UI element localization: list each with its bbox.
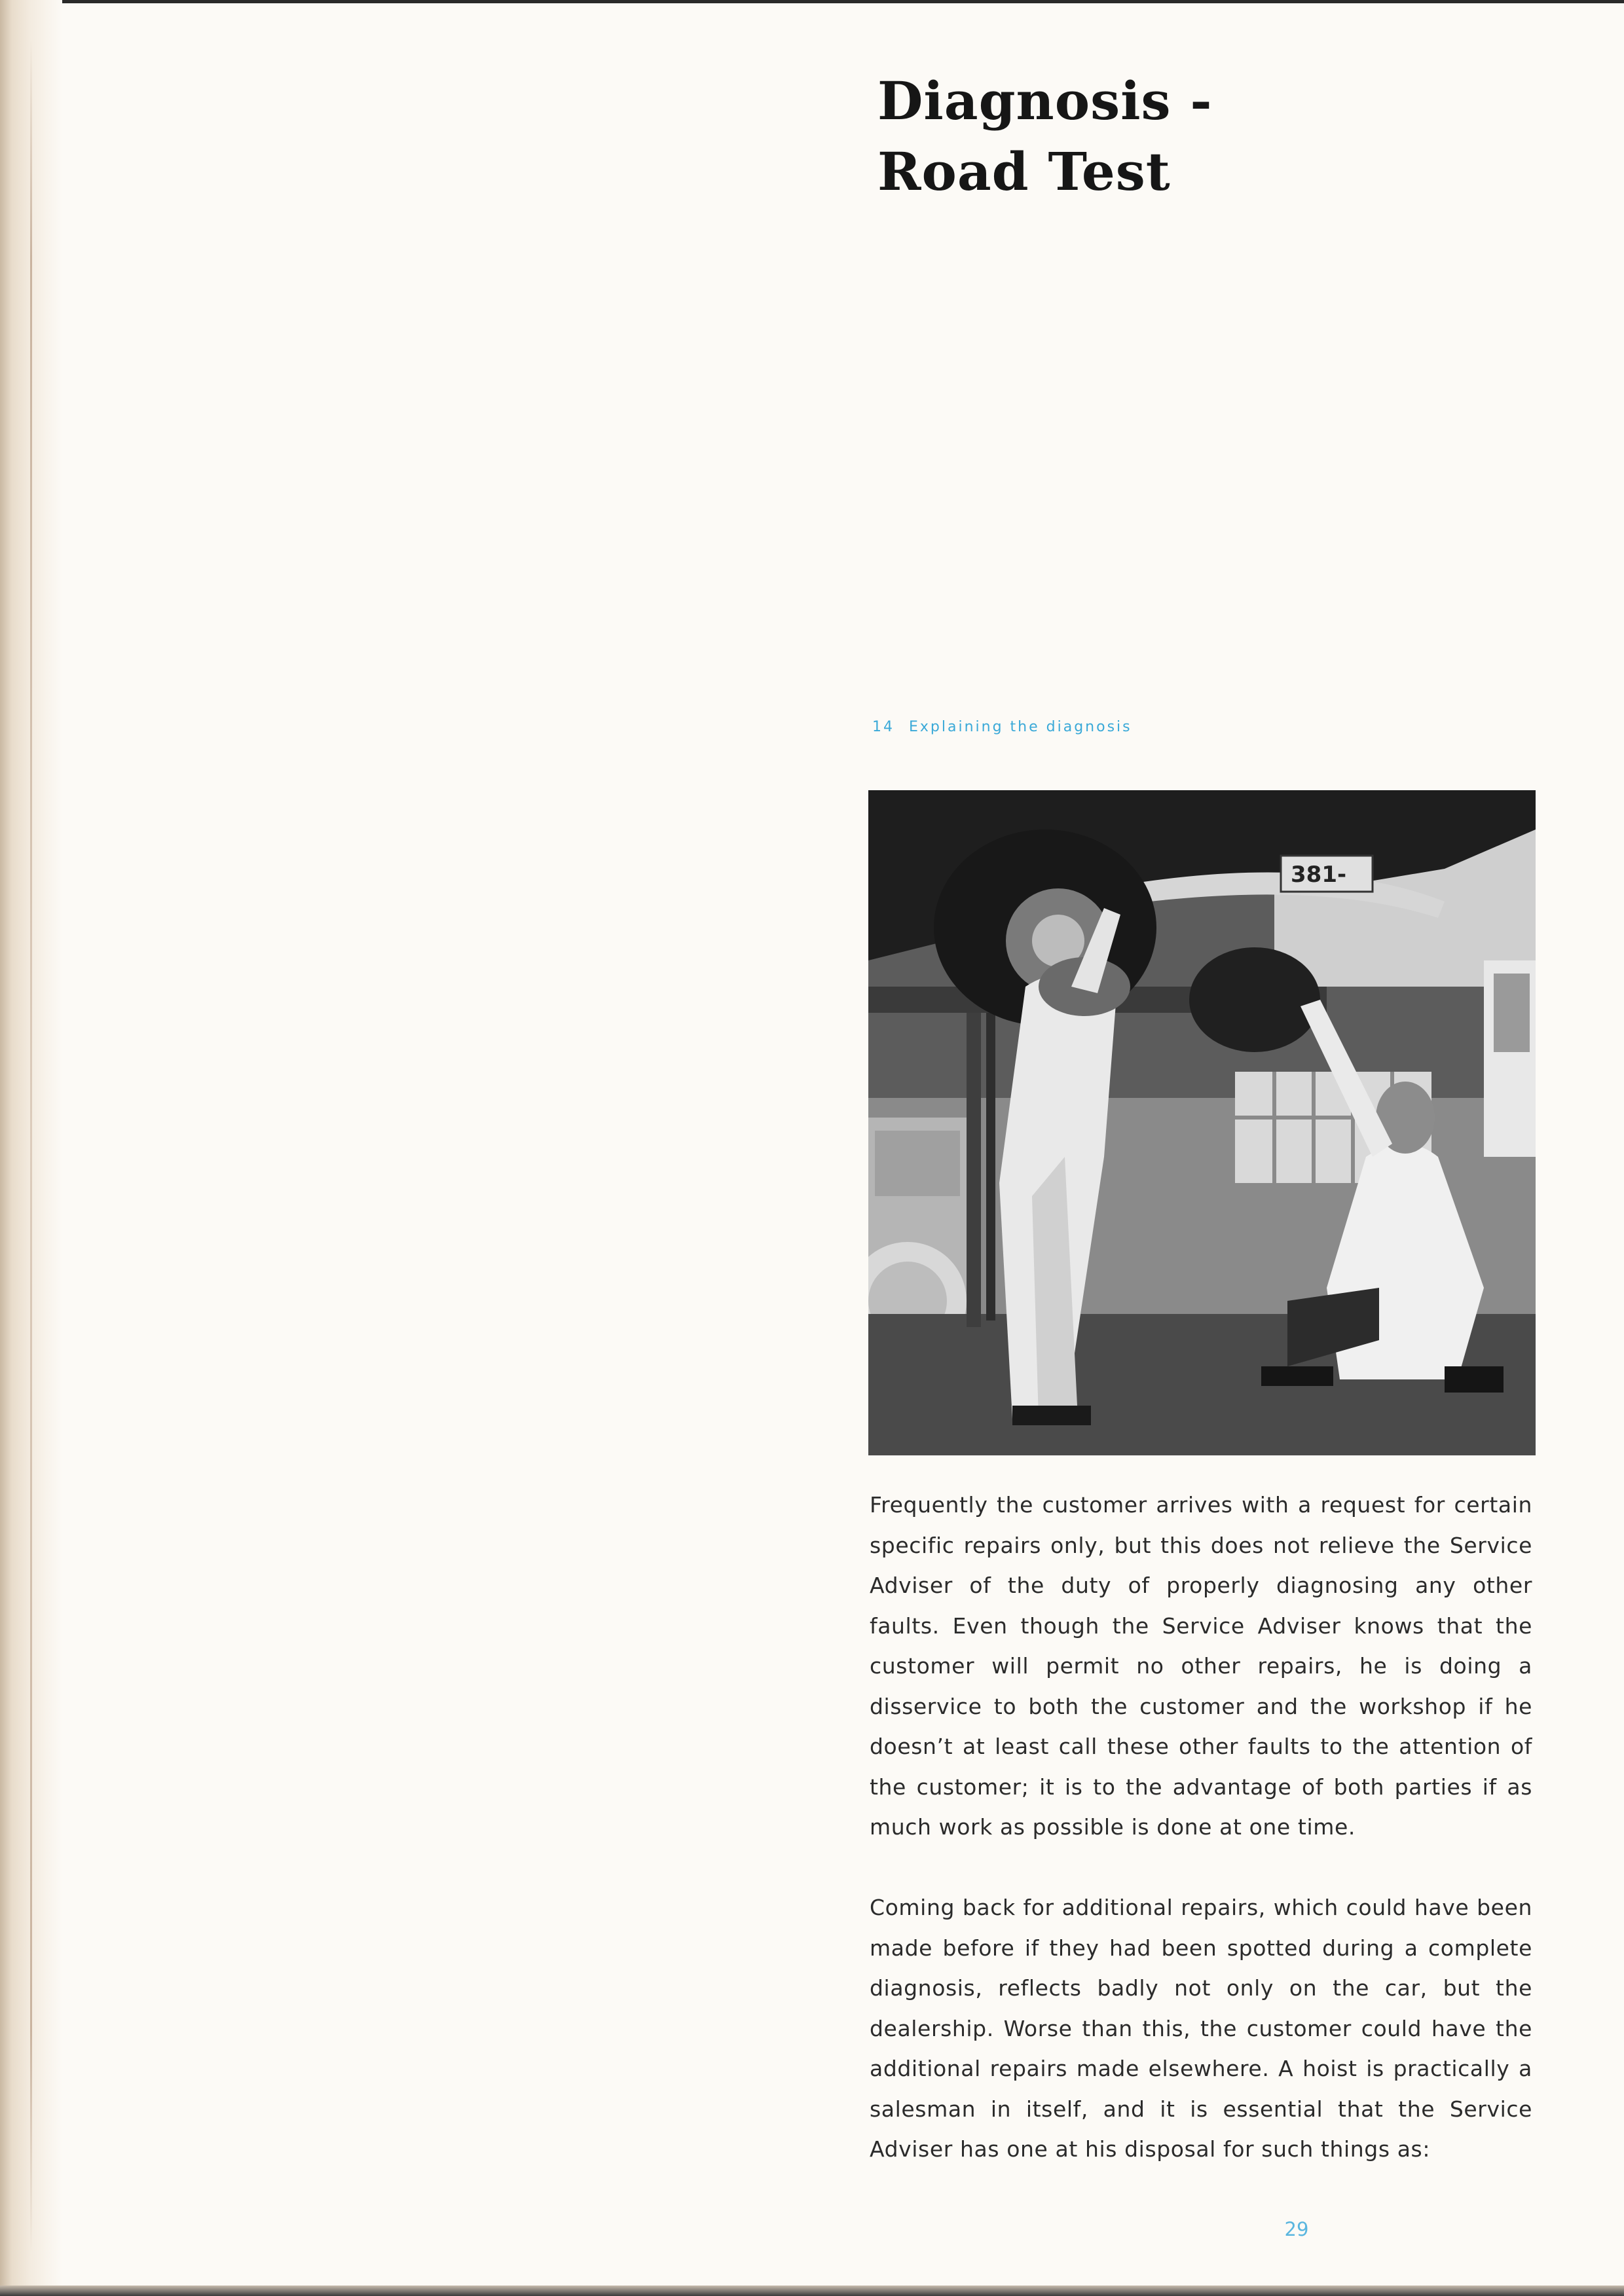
page-bottom-edge: [0, 2286, 1624, 2296]
paragraph-1: Frequently the customer arrives with a request for certain specific repairs only, but this does not relieve the Service Adviser of the duty of properly diagnosing any other faults. Even though the Service Adviser knows that the customer will permit no other repairs, he is doing a disservice to both the customer and the workshop if he doesn’t at least call these other faults to the attention of the customer; it is to the advantage of both parties if as much work as possible is done at one time.: [870, 1492, 1532, 1840]
binding-crease: [30, 39, 32, 2252]
page-binding-edge: [0, 0, 62, 2296]
figure-caption-text: Explaining the diagnosis: [909, 719, 1132, 735]
body-text: [870, 1485, 1532, 2210]
figure-caption: [872, 719, 1396, 735]
plate-text: 381-: [1291, 862, 1347, 888]
paragraph-2: Coming back for additional repairs, which could have been made before if they had been spotted during a complete diagnosis, reflects badly not only on the car, but the dealership. Worse than this, the customer could have the additional repairs made elsewhere. A hoist is practically a salesman in itself, and it is essential that the Service Adviser has one at his disposal for such things as:: [870, 1895, 1532, 2162]
title-line-2: Road Test: [877, 141, 1171, 202]
title-line-1: Diagnosis -: [877, 70, 1213, 132]
workshop-photo-illustration: [868, 790, 1536, 1455]
workshop-photo: [868, 790, 1536, 1455]
figure-number: 14: [872, 719, 895, 735]
page-top-edge: [0, 0, 1624, 3]
page-number: 29: [1284, 2218, 1309, 2240]
page-title: [877, 65, 1532, 207]
